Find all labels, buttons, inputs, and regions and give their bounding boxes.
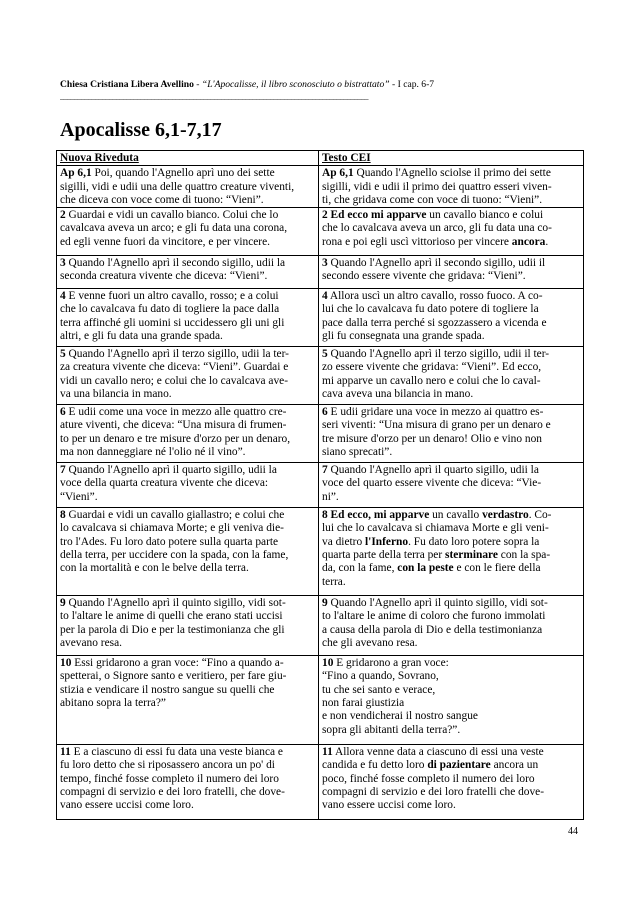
column-header-nuova-riveduta: Nuova Riveduta xyxy=(57,151,319,166)
table-row xyxy=(57,745,584,820)
verse-cell-testo-cei: 9 Quando l'Agnello aprì il quinto sigillo, vidi sot- to l'altare le anime di coloro che furono immolati a causa della parola di Dio e della testimonianza che gli avevano resa. xyxy=(319,596,584,656)
column-header-testo-cei: Testo CEI xyxy=(319,151,584,166)
table-row xyxy=(57,256,584,289)
page-title: Apocalisse 6,1-7,17 xyxy=(60,119,222,141)
verse-cell-testo-cei: 3 Quando l'Agnello aprì il secondo sigillo, udii il secondo essere vivente che gridava: “Vieni”. xyxy=(319,256,584,289)
comparison-table xyxy=(56,150,584,820)
page-number: 44 xyxy=(568,826,578,837)
verse-cell-nuova-riveduta: 7 Quando l'Agnello aprì il quarto sigillo, udii la voce della quarta creatura vivente che diceva: “Vieni”. xyxy=(57,463,319,508)
table-row xyxy=(57,166,584,208)
verse-cell-nuova-riveduta: 8 Guardai e vidi un cavallo giallastro; e colui che lo cavalcava si chiamava Morte; e gli veniva die- tro l'Ades. Fu loro dato potere sulla quarta parte della terra, per uccidere con la spada, con la fame, con la mortalità e con le belve della terra. xyxy=(57,508,319,596)
table-row xyxy=(57,289,584,347)
verse-cell-nuova-riveduta: 5 Quando l'Agnello aprì il terzo sigillo, udii la ter- za creatura vivente che diceva: “Vieni”. Guardai e vidi un cavallo nero; e colui che lo cavalcava ave- va una bilancia in mano. xyxy=(57,347,319,405)
header-rule: ________________________________________________________________________________________ xyxy=(60,93,368,101)
table-row xyxy=(57,508,584,596)
table-body xyxy=(57,166,584,820)
verse-cell-testo-cei: Ap 6,1 Quando l'Agnello sciolse il primo dei sette sigilli, vidi e udii il primo dei quattro esseri viven- ti, che gridava come con voce di tuono: “Vieni”. xyxy=(319,166,584,208)
verse-cell-nuova-riveduta: 6 E udii come una voce in mezzo alle quattro cre- ature viventi, che diceva: “Una misura di frumen- to per un denaro e tre misure d'orzo per un denaro, ma non danneggiare né l'olio né il vino”. xyxy=(57,405,319,463)
verse-cell-nuova-riveduta: Ap 6,1 Poi, quando l'Agnello aprì uno dei sette sigilli, vidi e udii una delle quattro creature viventi, che diceva con voce come di tuono: “Vieni”. xyxy=(57,166,319,208)
table-row xyxy=(57,596,584,656)
verse-cell-nuova-riveduta: 4 E venne fuori un altro cavallo, rosso; e a colui che lo cavalcava fu dato di togliere la pace dalla terra affinché gli uomini si uccidessero gli uni gli altri, e gli fu data una grande spada. xyxy=(57,289,319,347)
header-org: Chiesa Cristiana Libera Avellino xyxy=(60,79,194,90)
verse-cell-testo-cei: 7 Quando l'Agnello aprì il quarto sigillo, udii la voce del quarto essere vivente che diceva: “Vie- ni”. xyxy=(319,463,584,508)
table-row xyxy=(57,208,584,256)
verse-cell-testo-cei: 6 E udii gridare una voce in mezzo ai quattro es- seri viventi: “Una misura di grano per un denaro e tre misure d'orzo per un denaro! Olio e vino non siano sprecati”. xyxy=(319,405,584,463)
table-header-row xyxy=(57,151,584,166)
verse-cell-testo-cei: 8 Ed ecco, mi apparve un cavallo verdastro. Co- lui che lo cavalcava si chiamava Morte e gli veni- va dietro l'Inferno. Fu dato loro potere sopra la quarta parte della terra per sterminare con la spa- da, con la fame, con la peste e con le fiere della terra. xyxy=(319,508,584,596)
header-chapter: - I cap. 6-7 xyxy=(389,79,435,90)
table-row xyxy=(57,405,584,463)
verse-cell-nuova-riveduta: 3 Quando l'Agnello aprì il secondo sigillo, udii la seconda creatura vivente che diceva: “Vieni”. xyxy=(57,256,319,289)
table-row xyxy=(57,347,584,405)
verse-cell-nuova-riveduta: 10 Essi gridarono a gran voce: “Fino a quando a- spetterai, o Signore santo e veritiero, per fare giu- stizia e vendicare il nostro sangue su quelli che abitano sopra la terra?” xyxy=(57,656,319,745)
header-separator: - xyxy=(193,79,202,90)
table-row xyxy=(57,463,584,508)
header-book-title: “L'Apocalisse, il libro sconosciuto o bistrattato” xyxy=(201,79,390,90)
verse-cell-testo-cei: 4 Allora uscì un altro cavallo, rosso fuoco. A co- lui che lo cavalcava fu dato potere di togliere la pace dalla terra perché si sgozzassero a vicenda e gli fu consegnata una grande spada. xyxy=(319,289,584,347)
verse-cell-testo-cei: 11 Allora venne data a ciascuno di essi una veste candida e fu detto loro di pazientare ancora un poco, finché fosse completo il numero dei loro compagni di servizio e dei loro fratelli che dove- vano essere uccisi come loro. xyxy=(319,745,584,820)
verse-cell-testo-cei: 5 Quando l'Agnello aprì il terzo sigillo, udii il ter- zo essere vivente che gridava: “Vieni”. Ed ecco, mi apparve un cavallo nero e colui che lo caval- cava aveva una bilancia in mano. xyxy=(319,347,584,405)
verse-cell-testo-cei: 10 E gridarono a gran voce: “Fino a quando, Sovrano, tu che sei santo e verace, non farai giustizia e non vendicherai il nostro sangue sopra gli abitanti della terra?”. xyxy=(319,656,584,745)
running-header xyxy=(60,79,580,101)
verse-cell-nuova-riveduta: 2 Guardai e vidi un cavallo bianco. Colui che lo cavalcava aveva un arco; e gli fu data una corona, ed egli venne fuori da vincitore, e per vincere. xyxy=(57,208,319,256)
verse-cell-testo-cei: 2 Ed ecco mi apparve un cavallo bianco e colui che lo cavalcava aveva un arco, gli fu data una co- rona e poi egli uscì vittorioso per vincere ancora. xyxy=(319,208,584,256)
verse-cell-nuova-riveduta: 9 Quando l'Agnello aprì il quinto sigillo, vidi sot- to l'altare le anime di quelli che erano stati uccisi per la parola di Dio e per la testimonianza che gli avevano resa. xyxy=(57,596,319,656)
table-row xyxy=(57,656,584,745)
verse-cell-nuova-riveduta: 11 E a ciascuno di essi fu data una veste bianca e fu loro detto che si riposassero ancora un po' di tempo, finché fosse completo il numero dei loro compagni di servizio e dei loro fratelli, che dove- vano essere uccisi come loro. xyxy=(57,745,319,820)
